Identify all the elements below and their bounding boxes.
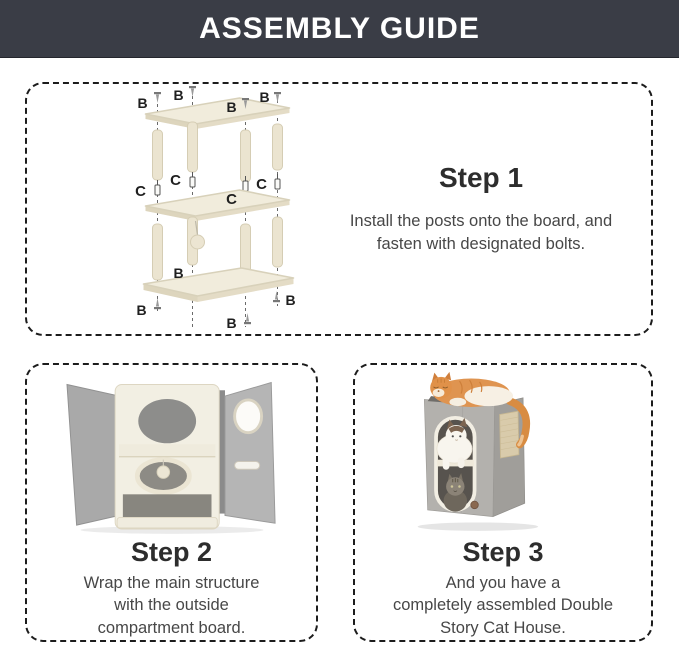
step3-panel [353,363,653,642]
bolt-label-c: C [226,191,237,208]
hanging-ball-toy [157,466,170,479]
step3-title: Step 3 [462,536,544,567]
step2-line-3: compartment board. [97,619,246,638]
header [0,0,679,58]
bottom-board [144,268,294,302]
bolt-label-b: B [259,89,270,105]
bolt-label-c: C [256,176,267,193]
step3-finished-cat-house-image [401,371,605,537]
main-structure [115,384,219,529]
bolt-label-c: C [135,183,146,200]
step1-panel [25,82,653,336]
bolt-label-b: B [137,95,148,111]
step1-line-2: fasten with designated bolts. [376,235,586,253]
step3-line-1: And you have a [445,573,561,592]
step2-line-2: with the outside [114,596,229,615]
step1-description [345,210,617,256]
bottom-front-board [117,517,217,528]
exploded-cat-tree-diagram [125,84,305,334]
left-felt-panel [66,384,118,525]
bolt-label-b: B [226,99,237,115]
step3-line-3: Story Cat House. [440,619,566,638]
step2-panel [25,363,318,642]
step2-wrap-structure-image [55,371,289,537]
side-scratch-pad [500,411,519,458]
bolt-label-b: B [173,265,184,281]
step1-line-1: Install the posts onto the board, and [349,212,613,231]
floor-shadow [418,522,539,530]
step3-description [393,572,613,640]
step1-text [345,162,651,256]
bolt-label-b: B [226,315,237,331]
step2-description [84,572,260,640]
middle-board [146,190,290,221]
right-felt-panel [224,383,274,524]
step2-title: Step 2 [130,536,213,567]
bolt-label-c: C [170,172,181,189]
bolt-label-b: B [136,302,147,318]
step3-line-2: completely assembled Double [392,596,614,615]
bolt-label-b: B [173,87,184,103]
step1-title: Step 1 [438,162,524,194]
step1-diagram [85,84,345,334]
top-story-opening [138,399,196,443]
slot-cutout [234,462,259,470]
step2-line-1: Wrap the main structure [83,573,260,592]
porthole-cutout [234,400,261,433]
bottom-box-interior [122,494,211,519]
middle-shelf [119,444,215,457]
page-title: ASSEMBLY GUIDE [199,11,480,45]
brand-tag [471,501,479,509]
bolt-label-b: B [285,292,296,308]
